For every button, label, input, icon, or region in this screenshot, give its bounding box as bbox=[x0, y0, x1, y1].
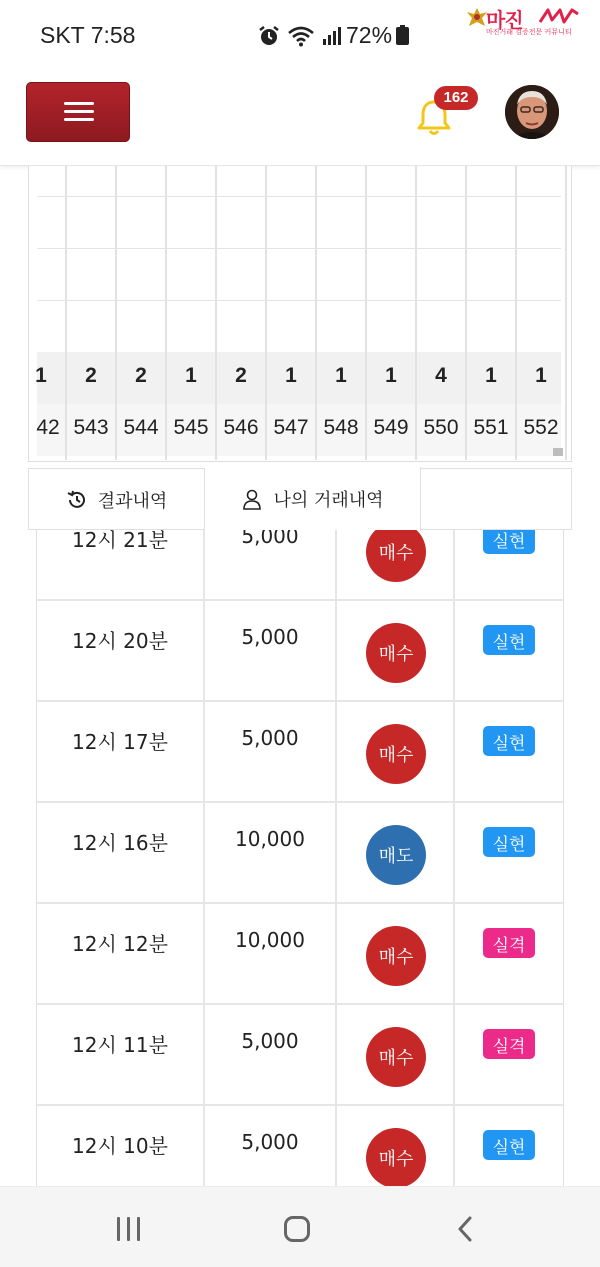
amount-cell bbox=[205, 1106, 337, 1190]
grid-round-id: 545 bbox=[173, 416, 209, 439]
amount-cell bbox=[205, 904, 337, 1005]
result-cell bbox=[455, 1005, 564, 1106]
result-cell bbox=[455, 803, 564, 904]
hamburger-menu-icon bbox=[64, 110, 94, 113]
time-cell bbox=[37, 1005, 205, 1106]
amount-cell bbox=[205, 530, 337, 601]
trade-amount: 5,000 bbox=[241, 726, 299, 750]
grid-count: 1 bbox=[485, 364, 497, 387]
time-cell bbox=[37, 1106, 205, 1190]
system-nav-bar bbox=[0, 1186, 600, 1267]
back-icon[interactable] bbox=[456, 1216, 474, 1242]
time-cell bbox=[37, 601, 205, 702]
watermark-subtitle: 마진거래 검증전문 커뮤니티 bbox=[486, 28, 572, 36]
battery-percent: 72% bbox=[346, 22, 393, 48]
grid-count: 1 bbox=[285, 364, 297, 387]
tab-my-trades[interactable] bbox=[205, 467, 421, 531]
scrollbar-corner[interactable] bbox=[553, 448, 563, 456]
grid-count: 1 bbox=[335, 364, 347, 387]
tab-my-trades-label: 나의 거래내역 bbox=[273, 490, 384, 511]
result-cell bbox=[455, 904, 564, 1005]
grid-count: 2 bbox=[85, 364, 97, 387]
table-row bbox=[37, 530, 564, 601]
avatar[interactable] bbox=[505, 85, 559, 139]
notification-badge[interactable]: 162 bbox=[434, 86, 478, 110]
grid-count: 1 bbox=[35, 364, 47, 387]
grid-count: 1 bbox=[535, 364, 547, 387]
hamburger-menu-icon bbox=[64, 118, 94, 121]
grid-round-id: 543 bbox=[73, 416, 109, 439]
alarm-icon bbox=[258, 25, 280, 47]
trade-amount: 5,000 bbox=[241, 1029, 299, 1053]
grid-round-id: 544 bbox=[123, 416, 159, 439]
tab-results-label: 결과내역 bbox=[97, 491, 168, 512]
table-row bbox=[37, 904, 564, 1005]
watermark-mark bbox=[538, 6, 580, 26]
side-badge: 매수 bbox=[366, 1128, 426, 1188]
result-badge: 실현 bbox=[483, 726, 535, 756]
table-row bbox=[37, 1005, 564, 1106]
trade-amount: 5,000 bbox=[241, 530, 299, 548]
hamburger-menu-icon bbox=[64, 102, 94, 105]
status-icons bbox=[258, 24, 342, 48]
trade-time: 12시 11분 bbox=[72, 1033, 168, 1057]
signal-icon bbox=[322, 26, 342, 46]
amount-cell bbox=[205, 702, 337, 803]
trade-time: 12시 10분 bbox=[72, 1134, 168, 1158]
result-badge: 실현 bbox=[483, 625, 535, 655]
battery-icon bbox=[396, 25, 409, 45]
grid-round-id: 550 bbox=[423, 416, 459, 439]
trade-amount: 10,000 bbox=[235, 928, 305, 952]
side-cell bbox=[337, 1106, 455, 1190]
trade-time: 12시 16분 bbox=[72, 831, 168, 855]
result-cell bbox=[455, 530, 564, 601]
history-icon bbox=[66, 489, 88, 511]
grid-round-id: 549 bbox=[373, 416, 409, 439]
side-badge: 매수 bbox=[366, 1027, 426, 1087]
result-badge: 실현 bbox=[483, 530, 535, 554]
avatar-image bbox=[505, 85, 559, 139]
trade-time: 12시 17분 bbox=[72, 730, 168, 754]
grid-round-id: 42 bbox=[36, 416, 60, 439]
trade-amount: 5,000 bbox=[241, 1130, 299, 1154]
side-cell bbox=[337, 601, 455, 702]
side-badge: 매도 bbox=[366, 825, 426, 885]
grid-round-id: 546 bbox=[223, 416, 259, 439]
trade-history-table bbox=[36, 530, 564, 1190]
trade-time: 12시 21분 bbox=[72, 530, 168, 552]
time-cell bbox=[37, 530, 205, 601]
amount-cell bbox=[205, 803, 337, 904]
time-cell bbox=[37, 803, 205, 904]
grid-round-id: 552 bbox=[523, 416, 559, 439]
trade-amount: 10,000 bbox=[235, 827, 305, 851]
table-row bbox=[37, 702, 564, 803]
grid-round-id: 548 bbox=[323, 416, 359, 439]
history-tabs bbox=[28, 468, 572, 530]
carrier-time: SKT 7:58 bbox=[40, 22, 136, 48]
time-cell bbox=[37, 702, 205, 803]
side-badge: 매수 bbox=[366, 530, 426, 582]
result-cell bbox=[455, 601, 564, 702]
table-row bbox=[37, 601, 564, 702]
result-badge: 실격 bbox=[483, 928, 535, 958]
side-badge: 매수 bbox=[366, 724, 426, 784]
side-badge: 매수 bbox=[366, 926, 426, 986]
side-cell bbox=[337, 803, 455, 904]
app-header bbox=[0, 70, 600, 166]
recents-icon[interactable] bbox=[116, 1217, 142, 1241]
side-cell bbox=[337, 1005, 455, 1106]
grid-count: 2 bbox=[235, 364, 247, 387]
result-badge: 실격 bbox=[483, 1029, 535, 1059]
result-badge: 실현 bbox=[483, 1130, 535, 1160]
menu-button[interactable] bbox=[26, 82, 130, 142]
watermark-title: 마진 bbox=[486, 8, 523, 32]
amount-cell bbox=[205, 1005, 337, 1106]
wifi-icon bbox=[288, 25, 314, 47]
trade-time: 12시 20분 bbox=[72, 629, 168, 653]
result-cell bbox=[455, 1106, 564, 1190]
trade-amount: 5,000 bbox=[241, 625, 299, 649]
grid-round-id: 551 bbox=[473, 416, 509, 439]
result-badge: 실현 bbox=[483, 827, 535, 857]
side-badge: 매수 bbox=[366, 623, 426, 683]
tab-results[interactable] bbox=[29, 469, 205, 531]
side-cell bbox=[337, 530, 455, 601]
grid-count: 4 bbox=[435, 364, 447, 387]
status-bar bbox=[0, 0, 600, 70]
grid-count: 1 bbox=[185, 364, 197, 387]
amount-cell bbox=[205, 601, 337, 702]
grid-count: 1 bbox=[385, 364, 397, 387]
eagle-emblem-icon bbox=[466, 6, 488, 32]
table-row bbox=[37, 803, 564, 904]
home-icon[interactable] bbox=[284, 1216, 310, 1242]
side-cell bbox=[337, 702, 455, 803]
user-icon bbox=[241, 488, 263, 510]
time-cell bbox=[37, 904, 205, 1005]
grid-round-id: 547 bbox=[273, 416, 309, 439]
trade-time: 12시 12분 bbox=[72, 932, 168, 956]
results-grid bbox=[28, 166, 572, 462]
table-row bbox=[37, 1106, 564, 1190]
side-cell bbox=[337, 904, 455, 1005]
grid-count: 2 bbox=[135, 364, 147, 387]
result-cell bbox=[455, 702, 564, 803]
watermark-logo bbox=[466, 4, 592, 38]
